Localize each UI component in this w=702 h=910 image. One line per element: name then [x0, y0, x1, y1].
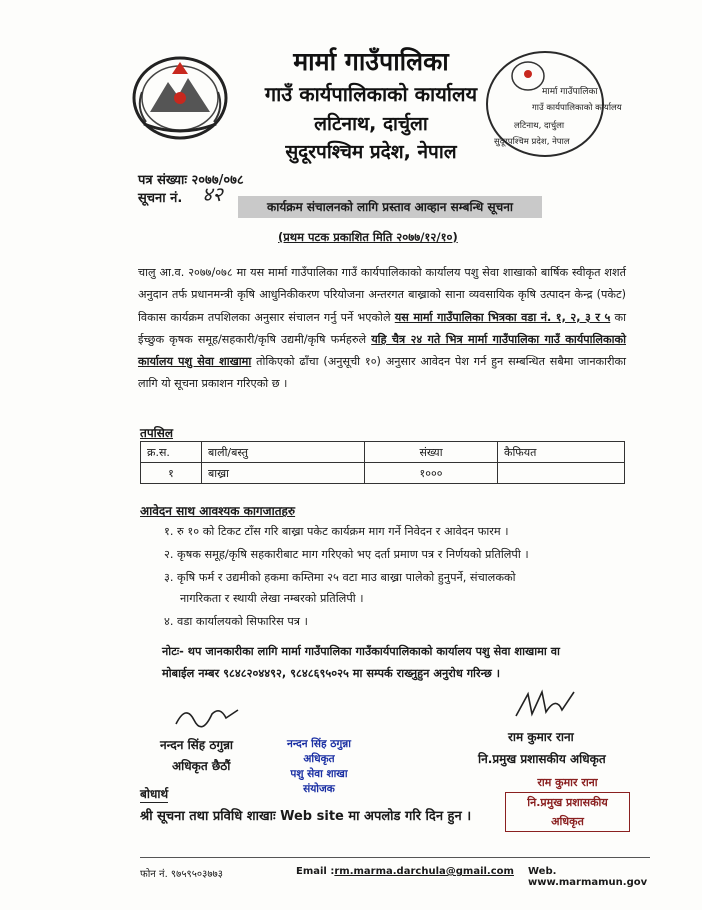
body-text-1: चालु आ.व. २०७७/०७८ मा यस मार्मा गाउँपालिका गाउँ कार्यपालिकाको कार्यालय पशु सेवा शाखाको बार्षिक स्वीकृत शशर्त अनुदान तर्फ प्रधानमन्त्री कृषि आधुनिकीकरण परियोजना अन्तरगत बाख्राको साना व्यवसायिक कृषि उत्पादन केन्द्र (पकेट) विकास कार्यक्रम तपशिलका अनुसार संचालन गर्नु पर्ने भएकोले: [138, 266, 626, 324]
requirement-item: २. कृषक समूह/कृषि सहकारीबाट माग गरिएको भए दर्ता प्रमाण पत्र र निर्णयको प्रतिलिपी ।: [164, 548, 529, 561]
th-sn: क्र.स.: [141, 442, 202, 463]
left-signature-icon: [172, 700, 242, 730]
blue-stamp-line: अधिकृत: [303, 753, 335, 765]
details-table: [140, 441, 625, 484]
footer-email-link[interactable]: rm.marma.darchula@gmail.com: [334, 866, 514, 877]
seal-text-3: लटिनाथ, दार्चुला: [514, 121, 565, 131]
blue-stamp-line: पशु सेवा शाखा: [290, 768, 348, 780]
requirement-item-cont: नागरिकता र स्थायी लेखा नम्बरको प्रतिलिपी ।: [180, 592, 364, 605]
left-signatory-name: नन्दन सिंह ठगुन्ना: [160, 738, 234, 752]
body-text-2: का ईच्छुक कृषक समूह/सहकारी/कृषि उद्यमी/कृषि फर्महरुले: [138, 310, 627, 346]
footer-phone: फोन नं. ९७५९५०३७७३: [140, 869, 223, 880]
web-upload-instruction: श्री सूचना तथा प्रविधि शाखाः Web site मा अपलोड गरि दिन हुन ।: [140, 809, 472, 824]
office-province: सुदूरपश्चिम प्रदेश, नेपाल: [285, 141, 457, 163]
footer-web-link[interactable]: www.marmamun.gov: [528, 877, 648, 888]
seal-text-1: मार्मा गाउँपालिका: [542, 87, 598, 97]
requirement-item: ३. कृषि फर्म र उद्यमीको हकमा कम्तिमा २५ वटा माउ बाख्रा पालेको हुनुपर्ने, संचालकको: [164, 571, 516, 584]
letter-number: पत्र संख्याः २०७७/०७८: [138, 173, 244, 188]
cell-quantity: १०००: [365, 463, 498, 484]
right-signature-icon: [510, 686, 580, 722]
red-stamp-line: राम कुमार राना: [537, 776, 598, 789]
table-row: [141, 463, 625, 484]
th-remarks: कैफियत: [498, 442, 625, 463]
blue-stamp-line: संयोजक: [303, 783, 335, 795]
office-subtitle: गाउँ कार्यपालिकाको कार्यालय: [264, 82, 478, 106]
footer-email: [296, 866, 514, 877]
office-location: लटिनाथ, दार्चुला: [314, 113, 428, 135]
footer-web: [528, 866, 662, 888]
office-name: मार्मा गाउँपालिका: [293, 47, 449, 76]
cell-sn: १: [141, 463, 202, 484]
requirements-title: आवेदन साथ आवश्यक कागजातहरु: [140, 504, 296, 518]
footer-email-label: Email :: [296, 866, 335, 877]
publish-date: (प्रथम पटक प्रकाशित मिति २०७७/१२/१०): [278, 230, 458, 244]
body-deadline: यहि चैत्र २४ गते भित्र मार्मा गाउँपालिका गाउँ कार्यपालिकाको कार्यालय पशु सेवा शाखामा: [138, 332, 626, 369]
seal-text-2: गाउँ कार्यपालिकाको कार्यालय: [532, 103, 622, 113]
right-signatory-name: राम कुमार राना: [508, 730, 574, 744]
note-line-2: मोबाईल नम्बर ९८४८२०४४९२, ९८४८६९५०२५ मा सम्पर्क राख्नुहुन अनुरोध गरिन्छ ।: [162, 667, 500, 680]
requirement-item: ४. वडा कार्यालयको सिफारिस पत्र ।: [164, 615, 308, 628]
footer-web-label: Web.: [528, 866, 557, 877]
body-wards: यस मार्मा गाउँपालिका भित्रका वडा नं. १, २, ३ र ५: [394, 310, 611, 324]
right-signatory-title: नि.प्रमुख प्रशासकीय अधिकृत: [478, 752, 606, 766]
left-signatory-title: अधिकृत छैठौं: [172, 759, 231, 773]
notice-number-handwritten: ४२: [202, 182, 223, 206]
cell-item: बाख्रा: [202, 463, 365, 484]
blue-stamp: [265, 737, 373, 797]
note-line-1: नोटः- थप जानकारीका लागि मार्मा गाउँपालिका गाउँकार्यपालिकाको कार्यालय पशु सेवा शाखामा वा: [162, 645, 560, 658]
office-seal-stamp: [480, 44, 622, 164]
body-text-3: तोकिएको ढाँचा (अनुसूची १०) अनुसार आवेदन पेश गर्न हुन सम्बन्धित सबैमा जानकारीका लागि यो सूचना प्रकाशन गरिएको छ ।: [138, 355, 627, 391]
red-stamp: [505, 773, 630, 828]
th-quantity: संख्या: [365, 442, 498, 463]
red-stamp-line: नि.प्रमुख प्रशासकीय अधिकृत: [505, 792, 630, 832]
cc-label: बोधार्थ: [140, 787, 169, 801]
table-header-row: [141, 442, 625, 463]
footer-divider: [140, 857, 650, 858]
seal-text-4: सुदूरपश्चिम प्रदेश, नेपाल: [494, 137, 570, 147]
th-item: बाली/बस्तु: [202, 442, 365, 463]
notice-number-label: सूचना नं.: [138, 191, 183, 206]
requirement-item: १. रु १० को टिकट टाँस गरि बाख्रा पकेट कार्यक्रम माग गर्ने निवेदन र आवेदन फारम ।: [164, 525, 509, 538]
table-caption: तपसिल: [140, 426, 174, 440]
cell-remarks: [498, 463, 625, 484]
blue-stamp-line: नन्दन सिंह ठगुन्ना: [287, 738, 351, 750]
notice-subject: कार्यक्रम संचालनको लागि प्रस्ताव आव्हान सम्बन्धि सूचना: [238, 196, 542, 218]
notice-body: [138, 262, 626, 396]
